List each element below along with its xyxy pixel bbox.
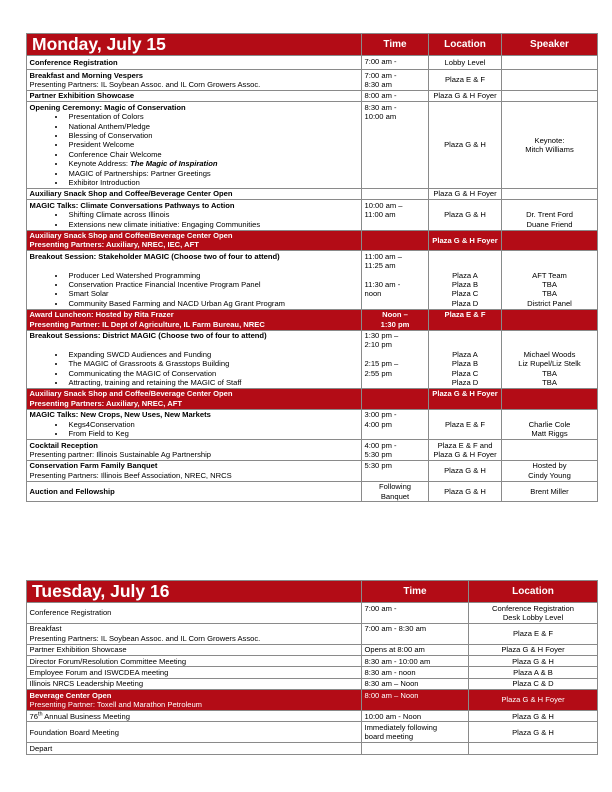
event-location: Plaza G & H [429, 460, 502, 481]
event-speaker [502, 460, 598, 481]
schedule-row-magic-talks-crops [27, 409, 598, 439]
event-speaker: Brent Miller [502, 481, 598, 502]
room-line: Plaza C [451, 368, 479, 378]
list-item: • Attracting, training and retaining the MAGIC of Staff [66, 378, 359, 387]
event-name: Auxiliary Snack Shop and Coffee/Beverage Center Open [29, 389, 233, 399]
event-partners: Presenting Partners: Illinois Beef Association, NREC, NRCS [29, 470, 232, 480]
event-time [362, 70, 429, 91]
location-header: Location [429, 34, 502, 56]
time-start: Noon – [382, 310, 408, 320]
list-item: • Conference Chair Welcome [66, 150, 359, 159]
time-line: 11:00 am – [364, 251, 402, 261]
time-line: noon [364, 289, 382, 299]
time-end: 5:30 pm [364, 449, 392, 459]
tuesday-title: Tuesday, July 16 [27, 581, 362, 603]
speaker-line: Cindy Young [528, 470, 571, 480]
event-time: 7:00 am - [362, 56, 429, 70]
event-time: 7:00 am - [362, 603, 469, 624]
list-item: • National Anthem/Pledge [66, 122, 359, 131]
event-name: Breakout Sessions: District MAGIC (Choose two of four to attend) [29, 331, 267, 341]
event-speaker [502, 188, 598, 199]
time-start: 7:00 am - [364, 70, 397, 80]
schedule-row-snack-shop [27, 188, 598, 199]
event-speaker [502, 56, 598, 70]
speaker-line: TBA [542, 368, 557, 378]
event-location: Plaza G & H [469, 711, 598, 722]
agenda-list [30, 350, 359, 388]
speaker-header: Speaker [502, 34, 598, 56]
event-time [362, 481, 429, 502]
room-line: Desk Lobby Level [502, 612, 564, 622]
schedule-row-foundation-board [27, 722, 598, 743]
event-name: Partner Exhibition Showcase [27, 90, 362, 101]
event-cell [27, 690, 362, 711]
schedule-row-employee-forum [27, 667, 598, 678]
speaker-line: Michael Woods [523, 349, 576, 359]
schedule-row-magic-talks-climate [27, 200, 598, 230]
tuesday-schedule-table [26, 580, 598, 755]
monday-schedule-table [26, 33, 598, 502]
tuesday-header-row [27, 581, 598, 603]
schedule-row-cocktail-reception [27, 440, 598, 461]
event-name [27, 711, 362, 722]
event-location [469, 603, 598, 624]
event-location: Plaza G & H [429, 200, 502, 230]
time-end: 1:30 pm [380, 319, 410, 329]
speaker-line: Hosted by [532, 461, 567, 471]
event-time [362, 251, 429, 309]
event-speaker [502, 440, 598, 461]
event-location [429, 330, 502, 388]
event-location [429, 440, 502, 461]
speaker-line: Matt Riggs [531, 429, 568, 439]
time-line: 2:15 pm – [364, 359, 399, 369]
agenda-list [30, 420, 359, 439]
speaker-line: AFT Team [532, 270, 567, 280]
event-name: Auxiliary Snack Shop and Coffee/Beverage Center Open [27, 188, 362, 199]
room-line: Plaza D [451, 378, 479, 388]
event-location: Plaza A & B [469, 667, 598, 678]
event-time: 7:00 am - 8:30 am [362, 623, 469, 644]
event-location: Plaza G & H [469, 722, 598, 743]
event-name: Auxiliary Snack Shop and Coffee/Beverage Center Open [29, 231, 233, 240]
room-line: Conference Registration [492, 603, 574, 613]
event-time [362, 388, 429, 409]
event-partners: Presenting Partners: IL Soybean Assoc. and IL Corn Growers Assoc. [29, 633, 261, 643]
event-location: Plaza G & H Foyer [469, 690, 598, 711]
room-line: Plaza G & H Foyer [433, 449, 497, 459]
time-line: 1:30 pm – [364, 331, 399, 341]
event-name: Breakfast and Morning Vespers [29, 70, 144, 80]
event-cell [27, 251, 362, 309]
schedule-row-snack-shop-afternoon [27, 388, 598, 409]
event-location: Plaza E & F [429, 70, 502, 91]
agenda-list [30, 112, 359, 187]
schedule-row-breakfast [27, 70, 598, 91]
event-cell [27, 200, 362, 230]
event-time [362, 188, 429, 199]
list-item: • Kegs4Conservation [66, 420, 359, 429]
event-time: 8:30 am - noon [362, 667, 469, 678]
speaker-line: TBA [542, 289, 557, 299]
keynote-prefix: Keynote Address: [68, 159, 131, 169]
event-name: MAGIC Talks: Climate Conversations Pathways to Action [29, 200, 235, 210]
speaker-line: Charlie Cole [528, 419, 571, 429]
room-line: Plaza E & F and [437, 440, 493, 450]
room-line: Plaza B [451, 280, 479, 290]
event-cell [27, 388, 362, 409]
event-location: Plaza E & F [429, 409, 502, 439]
event-name: MAGIC Talks: New Crops, New Uses, New Markets [29, 410, 211, 420]
list-item: • MAGIC of Partnerships: Partner Greetings [66, 169, 359, 178]
event-time: 10:00 am - Noon [362, 711, 469, 722]
event-speaker [502, 230, 598, 251]
event-cell [27, 230, 362, 251]
event-cell [27, 330, 362, 388]
event-location: Plaza E & F [429, 309, 502, 330]
event-time [362, 722, 469, 743]
event-location: Plaza G & H [469, 656, 598, 667]
list-item: • Shifting Climate across Illinois [66, 210, 359, 219]
event-speaker [502, 102, 598, 189]
event-location: Plaza G & H Foyer [429, 230, 502, 251]
room-line: Plaza B [451, 359, 479, 369]
event-location: Plaza C & D [469, 678, 598, 689]
event-speaker [502, 251, 598, 309]
event-time: 8:30 am – Noon [362, 678, 469, 689]
event-name: Partner Exhibition Showcase [27, 644, 362, 655]
event-name: Auction and Fellowship [27, 481, 362, 502]
event-name: Conservation Farm Family Banquet [29, 461, 158, 471]
list-item: • Producer Led Watershed Programming [66, 271, 359, 280]
event-location [429, 251, 502, 309]
event-location: Plaza G & H [429, 481, 502, 502]
schedule-row-director-forum [27, 656, 598, 667]
schedule-row-award-luncheon [27, 309, 598, 330]
event-location [469, 743, 598, 754]
room-line: Plaza A [452, 349, 478, 359]
event-location: Plaza G & H Foyer [429, 188, 502, 199]
meeting-title: Annual Business Meeting [42, 711, 130, 721]
list-item: • President Welcome [66, 140, 359, 149]
time-start: 3:00 pm - [364, 410, 397, 420]
event-time [362, 200, 429, 230]
event-partners: Presenting Partners: Auxiliary, NREC, AFT [29, 398, 182, 408]
speaker-line: TBA [542, 280, 557, 290]
speaker-line: Liz Rupel/Liz Stelk [518, 359, 581, 369]
event-time: 5:30 pm [362, 460, 429, 481]
meeting-number: 76 [29, 711, 38, 721]
room-line: Plaza D [451, 298, 479, 308]
speaker-line: District Panel [527, 298, 572, 308]
list-item: • Extensions new climate initiative: Engaging Communities [66, 220, 359, 229]
ordinal-suffix: th [37, 711, 43, 718]
event-location: Plaza E & F [469, 623, 598, 644]
list-item [66, 159, 359, 168]
time-start: Immediately following [364, 722, 438, 732]
time-end: 10:00 am [364, 112, 397, 122]
event-name: Breakout Session: Stakeholder MAGIC (Choose two of four to attend) [29, 251, 280, 261]
event-name: Director Forum/Resolution Committee Meeting [27, 656, 362, 667]
event-time [362, 309, 429, 330]
schedule-row-stakeholder-breakout [27, 251, 598, 309]
event-name: Cocktail Reception [29, 440, 98, 450]
schedule-row-district-breakout [27, 330, 598, 388]
event-partners: Presenting Partners: IL Soybean Assoc. and IL Corn Growers Assoc. [29, 79, 261, 89]
event-time: 8:30 am - 10:00 am [362, 656, 469, 667]
speaker-line: Duane Friend [526, 219, 573, 229]
schedule-row-registration [27, 56, 598, 70]
event-location: Plaza G & H Foyer [429, 388, 502, 409]
time-header: Time [362, 34, 429, 56]
event-time [362, 409, 429, 439]
event-location: Plaza G & H Foyer [429, 90, 502, 101]
event-time [362, 230, 429, 251]
agenda-list [30, 210, 359, 229]
event-speaker [502, 70, 598, 91]
time-start: Following [378, 482, 412, 492]
schedule-row-registration [27, 603, 598, 624]
event-time [362, 440, 429, 461]
monday-title: Monday, July 15 [27, 34, 362, 56]
event-name: Foundation Board Meeting [27, 722, 362, 743]
list-item: • From Field to Keg [66, 429, 359, 438]
event-name: Conference Registration [27, 56, 362, 70]
event-time: 8:00 am – Noon [362, 690, 469, 711]
list-item: • Smart Solar [66, 289, 359, 298]
list-item: • Community Based Farming and NACD Urban Ag Grant Program [66, 299, 359, 308]
event-time [362, 743, 469, 754]
list-item: • The MAGIC of Grassroots & Grasstops Building [66, 359, 359, 368]
time-end: 4:00 pm [364, 419, 392, 429]
time-header: Time [362, 581, 469, 603]
schedule-row-beverage-center [27, 690, 598, 711]
agenda-list [30, 271, 359, 309]
schedule-row-snack-shop-highlight [27, 230, 598, 251]
event-name: Breakfast [29, 624, 62, 634]
event-speaker [502, 388, 598, 409]
event-time: Opens at 8:00 am [362, 644, 469, 655]
event-speaker [502, 409, 598, 439]
schedule-row-depart [27, 743, 598, 754]
time-end: board meeting [364, 732, 414, 742]
event-speaker [502, 309, 598, 330]
event-name: Opening Ceremony: Magic of Conservation [29, 102, 186, 112]
schedule-row-showcase [27, 90, 598, 101]
time-line: 11:25 am [364, 261, 396, 271]
keynote-title: The Magic of Inspiration [130, 159, 218, 169]
list-item: • Expanding SWCD Audiences and Funding [66, 350, 359, 359]
event-location: Lobby Level [429, 56, 502, 70]
time-start: 8:30 am - [364, 102, 397, 112]
location-header: Location [469, 581, 598, 603]
monday-header-row [27, 34, 598, 56]
event-cell [27, 309, 362, 330]
room-line: Plaza C [451, 289, 479, 299]
schedule-row-opening-ceremony [27, 102, 598, 189]
event-partners: Presenting Partner: Toxell and Marathon Petroleum [29, 700, 203, 710]
event-partners: Presenting partner: Illinois Sustainable Ag Partnership [29, 449, 212, 459]
event-location: Plaza G & H Foyer [469, 644, 598, 655]
event-cell [27, 70, 362, 91]
speaker-line: TBA [542, 378, 557, 388]
time-line: 2:10 pm [364, 340, 392, 350]
schedule-row-showcase [27, 644, 598, 655]
schedule-row-annual-meeting [27, 711, 598, 722]
list-item: • Communicating the MAGIC of Conservation [66, 369, 359, 378]
event-partners: Presenting Partner: IL Dept of Agriculture, IL Farm Bureau, NREC [29, 319, 265, 329]
event-time [362, 102, 429, 189]
list-item: • Exhibitor Introduction [66, 178, 359, 187]
speaker-line: Dr. Trent Ford [526, 210, 573, 220]
time-end: 8:30 am [364, 79, 392, 89]
event-location: Plaza G & H [429, 102, 502, 189]
time-start: 4:00 pm - [364, 440, 397, 450]
speaker-line: Keynote: [534, 135, 565, 145]
event-time: 8:00 am - [362, 90, 429, 101]
event-speaker [502, 90, 598, 101]
time-end: 11:00 am [364, 210, 396, 220]
event-cell [27, 102, 362, 189]
event-cell [27, 623, 362, 644]
event-cell [27, 460, 362, 481]
event-name: Employee Forum and ISWCDEA meeting [27, 667, 362, 678]
event-speaker [502, 200, 598, 230]
schedule-row-nrcs-meeting [27, 678, 598, 689]
event-speaker [502, 330, 598, 388]
event-time [362, 330, 429, 388]
event-cell [27, 440, 362, 461]
time-line: 2:55 pm [364, 368, 392, 378]
list-item: • Blessing of Conservation [66, 131, 359, 140]
event-name: Illinois NRCS Leadership Meeting [27, 678, 362, 689]
time-line: 11:30 am - [364, 280, 401, 290]
event-partners: Presenting Partners: Auxiliary, NREC, IEC, AFT [29, 240, 199, 250]
event-name: Conference Registration [27, 603, 362, 624]
room-line: Plaza A [452, 270, 478, 280]
schedule-row-banquet [27, 460, 598, 481]
event-name: Award Luncheon: Hosted by Rita Frazer [29, 310, 174, 320]
event-cell [27, 409, 362, 439]
time-start: 10:00 am – [364, 200, 403, 210]
time-end: Banquet [380, 491, 410, 501]
schedule-row-auction [27, 481, 598, 502]
list-item: • Presentation of Colors [66, 112, 359, 121]
event-name: Depart [27, 743, 362, 754]
list-item: • Conservation Practice Financial Incentive Program Panel [66, 280, 359, 289]
event-name: Beverage Center Open [29, 690, 112, 700]
speaker-line: Mitch Williams [525, 145, 574, 155]
schedule-row-breakfast [27, 623, 598, 644]
